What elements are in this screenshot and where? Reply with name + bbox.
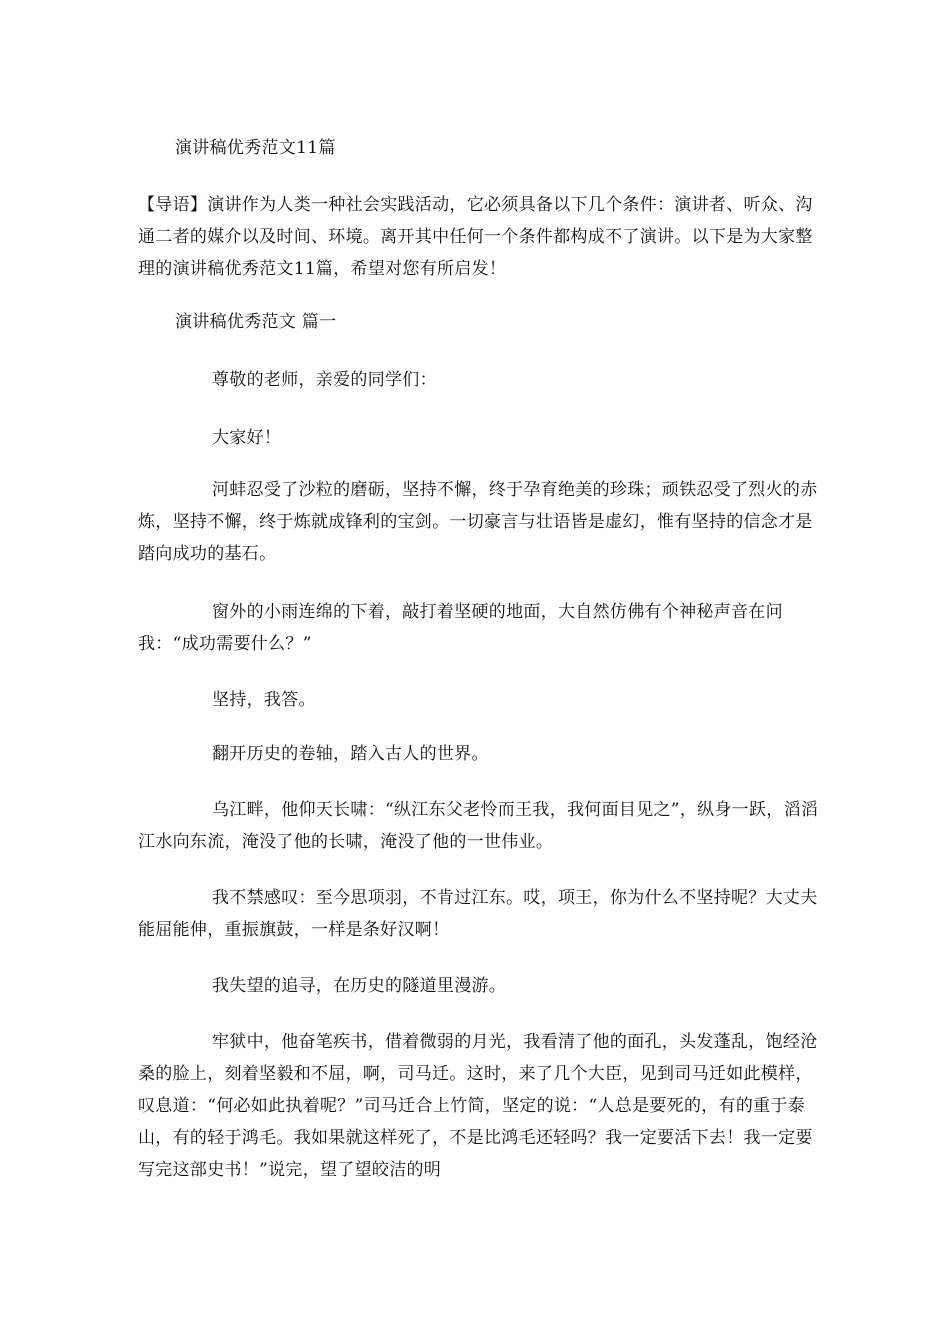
body-paragraph: 窗外的小雨连绵的下着，敲打着坚硬的地面，大自然仿佛有个神秘声音在问我：“成功需要什么？” [138,602,783,654]
intro-paragraph: 【导语】演讲作为人类一种社会实践活动，它必须具备以下几个条件：演讲者、听众、沟通二者的媒介以及时间、环境。离开其中任何一个条件都构成不了演讲。以下是为大家整理的演讲稿优秀范文11篇，希望对您有所启发！ [138,195,813,279]
salutation-paragraph: 尊敬的老师，亲爱的同学们： [212,370,437,390]
greeting-paragraph: 大家好！ [212,428,282,448]
section-title: 演讲稿优秀范文 篇一 [175,312,337,332]
body-paragraph: 乌江畔，他仰天长啸：“纵江东父老怜而王我，我何面目见之”，纵身一跃，滔滔江水向东流，淹没了他的长啸，淹没了他的一世伟业。 [138,800,819,852]
body-paragraph: 翻开历史的卷轴，踏入古人的世界。 [212,744,489,764]
body-paragraph: 河蚌忍受了沙粒的磨砺，坚持不懈，终于孕育绝美的珍珠；顽铁忍受了烈火的赤炼，坚持不懈，终于炼就成锋利的宝剑。一切豪言与壮语皆是虚幻，惟有坚持的信念才是踏向成功的基石。 [138,480,818,564]
body-paragraph: 坚持，我答。 [212,690,316,710]
document-title: 演讲稿优秀范文11篇 [175,138,336,158]
body-paragraph: 我不禁感叹：至今思项羽，不肯过江东。哎，项王，你为什么不坚持呢？大丈夫能屈能伸，重振旗鼓，一样是条好汉啊！ [138,888,818,940]
body-paragraph: 牢狱中，他奋笔疾书，借着微弱的月光，我看清了他的面孔，头发蓬乱，饱经沧桑的脸上，刻着坚毅和不屈，啊，司马迁。这时，来了几个大臣，见到司马迁如此模样，叹息道：“何必如此执着呢？”司马迁合上竹简，坚定的说：“人总是要死的，有的重于泰山，有的轻于鸿毛。我如果就这样死了，不是比鸿毛还轻吗？我一定要活下去！我一定要写完这部史书！”说完，望了望皎洁的明 [138,1032,818,1180]
body-paragraph: 我失望的追寻，在历史的隧道里漫游。 [212,976,507,996]
